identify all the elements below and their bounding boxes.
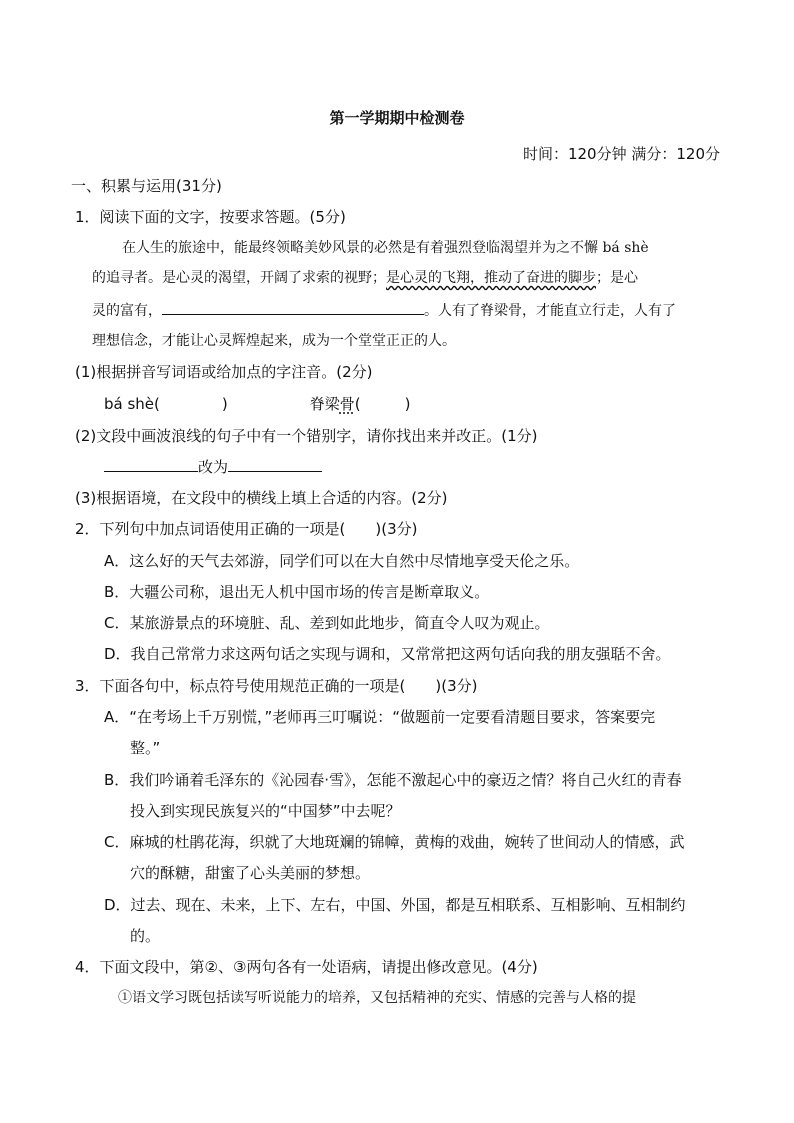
q1-sub1-prompt: (1)根据拼音写词语或给加点的字注音。(2分) xyxy=(75,363,373,381)
q2-option-b: B．大疆公司称，退出无人机中国市场的传言是断章取义。 xyxy=(104,583,490,601)
pinyin-answer-open: bá shè( xyxy=(104,395,160,413)
q4-prompt: 4．下面文段中，第②、③两句各有一处语病，请提出修改意见。(4分) xyxy=(75,958,538,976)
q2-option-a: A．这么好的天气去郊游，同学们可以在大自然中尽情地享受天伦之乐。 xyxy=(104,552,580,570)
q1-sub1-items xyxy=(104,394,411,414)
q1-sub2-prompt: (2)文段中画波浪线的句子中有一个错别字，请你找出来并改正。(1分) xyxy=(75,427,538,445)
q1-passage-line4: 理想信念，才能让心灵辉煌起来，成为一个堂堂正正的人。 xyxy=(92,333,456,349)
q3-option-d-line2: 的。 xyxy=(130,927,161,945)
q3-prompt: 3．下面各句中，标点符号使用规范正确的一项是( )(3分) xyxy=(75,677,478,695)
q2-prompt: 2．下列句中加点词语使用正确的一项是( )(3分) xyxy=(75,520,418,538)
q3-option-c-line2: 穴的酥糖，甜蜜了心头美丽的梦想。 xyxy=(130,864,371,882)
q3-option-a-line1: A．“在考场上千万别慌，”老师再三叮嘱说：“做题前一定要看清题目要求，答案要完 xyxy=(104,708,656,726)
q1-prompt: 1．阅读下面的文字，按要求答题。(5分) xyxy=(75,208,346,226)
pinyin-answer-close: ) xyxy=(221,395,228,413)
phonetic-answer-close: ) xyxy=(404,395,411,413)
time-info: 时间：120分钟 满分：120分 xyxy=(522,145,720,163)
phonetic-answer-open: ( xyxy=(354,395,361,413)
q1-sub3-prompt: (3)根据语境，在文段中的横线上填上合适的内容。(2分) xyxy=(75,489,448,507)
q2-option-d: D．我自己常常力求这两句话之实现与调和，又常常把这两句话向我的朋友强聒不舍。 xyxy=(104,645,671,663)
q2-option-c: C．某旅游景点的环境脏、乱、差到如此地步，简直令人叹为观止。 xyxy=(104,614,550,632)
q1-passage-line3 xyxy=(92,300,676,321)
q4-passage-line1: ①语文学习既包括读写听说能力的培养，又包括精神的充实、情感的完善与人格的提 xyxy=(118,990,636,1006)
q1-passage-line2-a: 的追寻者。是心灵的渴望，开阔了求索的视野； xyxy=(92,270,386,286)
q1-passage-line2 xyxy=(92,268,638,288)
q3-option-a-line2: 整。” xyxy=(130,739,161,757)
q1-passage-line3-a: 灵的富有， xyxy=(92,303,162,319)
dotted-character: 骨 xyxy=(339,395,355,413)
section-heading: 一、积累与运用(31分) xyxy=(71,177,222,195)
q1-passage-line3-b: 。人有了脊梁骨，才能直立行走，人有了 xyxy=(424,303,676,319)
q1-passage-line2-b: ；是心 xyxy=(596,270,638,286)
q1-sub2-answer xyxy=(104,457,322,477)
fill-in-blank-line[interactable] xyxy=(162,300,424,315)
wavy-underlined-sentence: 是心灵的飞翔，推动了奋进的脚步 xyxy=(386,270,596,286)
q3-option-b-line2: 投入到实现民族复兴的“中国梦”中去呢？ xyxy=(130,802,401,820)
change-to-label: 改为 xyxy=(198,458,229,476)
q3-option-d-line1: D．过去、现在、未来，上下、左右，中国、外国，都是互相联系、互相影响、互相制约 xyxy=(104,896,686,914)
q3-option-b-line1: B．我们吟诵着毛泽东的《沁园春·雪》，怎能不激起心中的豪迈之情？将自己火红的青春 xyxy=(104,771,682,789)
word-prefix: 脊梁 xyxy=(309,395,340,413)
q3-option-c-line1: C．麻城的杜鹃花海，织就了大地斑斓的锦幛，黄梅的戏曲，婉转了世间动人的情感，武 xyxy=(104,833,685,851)
correct-character-blank[interactable] xyxy=(228,457,322,472)
wrong-character-blank[interactable] xyxy=(104,457,198,472)
page-title: 第一学期期中检测卷 xyxy=(329,109,465,127)
q1-passage-line1: 在人生的旅途中，能最终领略美妙风景的必然是有着强烈登临渴望并为之不懈 bá shè xyxy=(122,240,649,256)
